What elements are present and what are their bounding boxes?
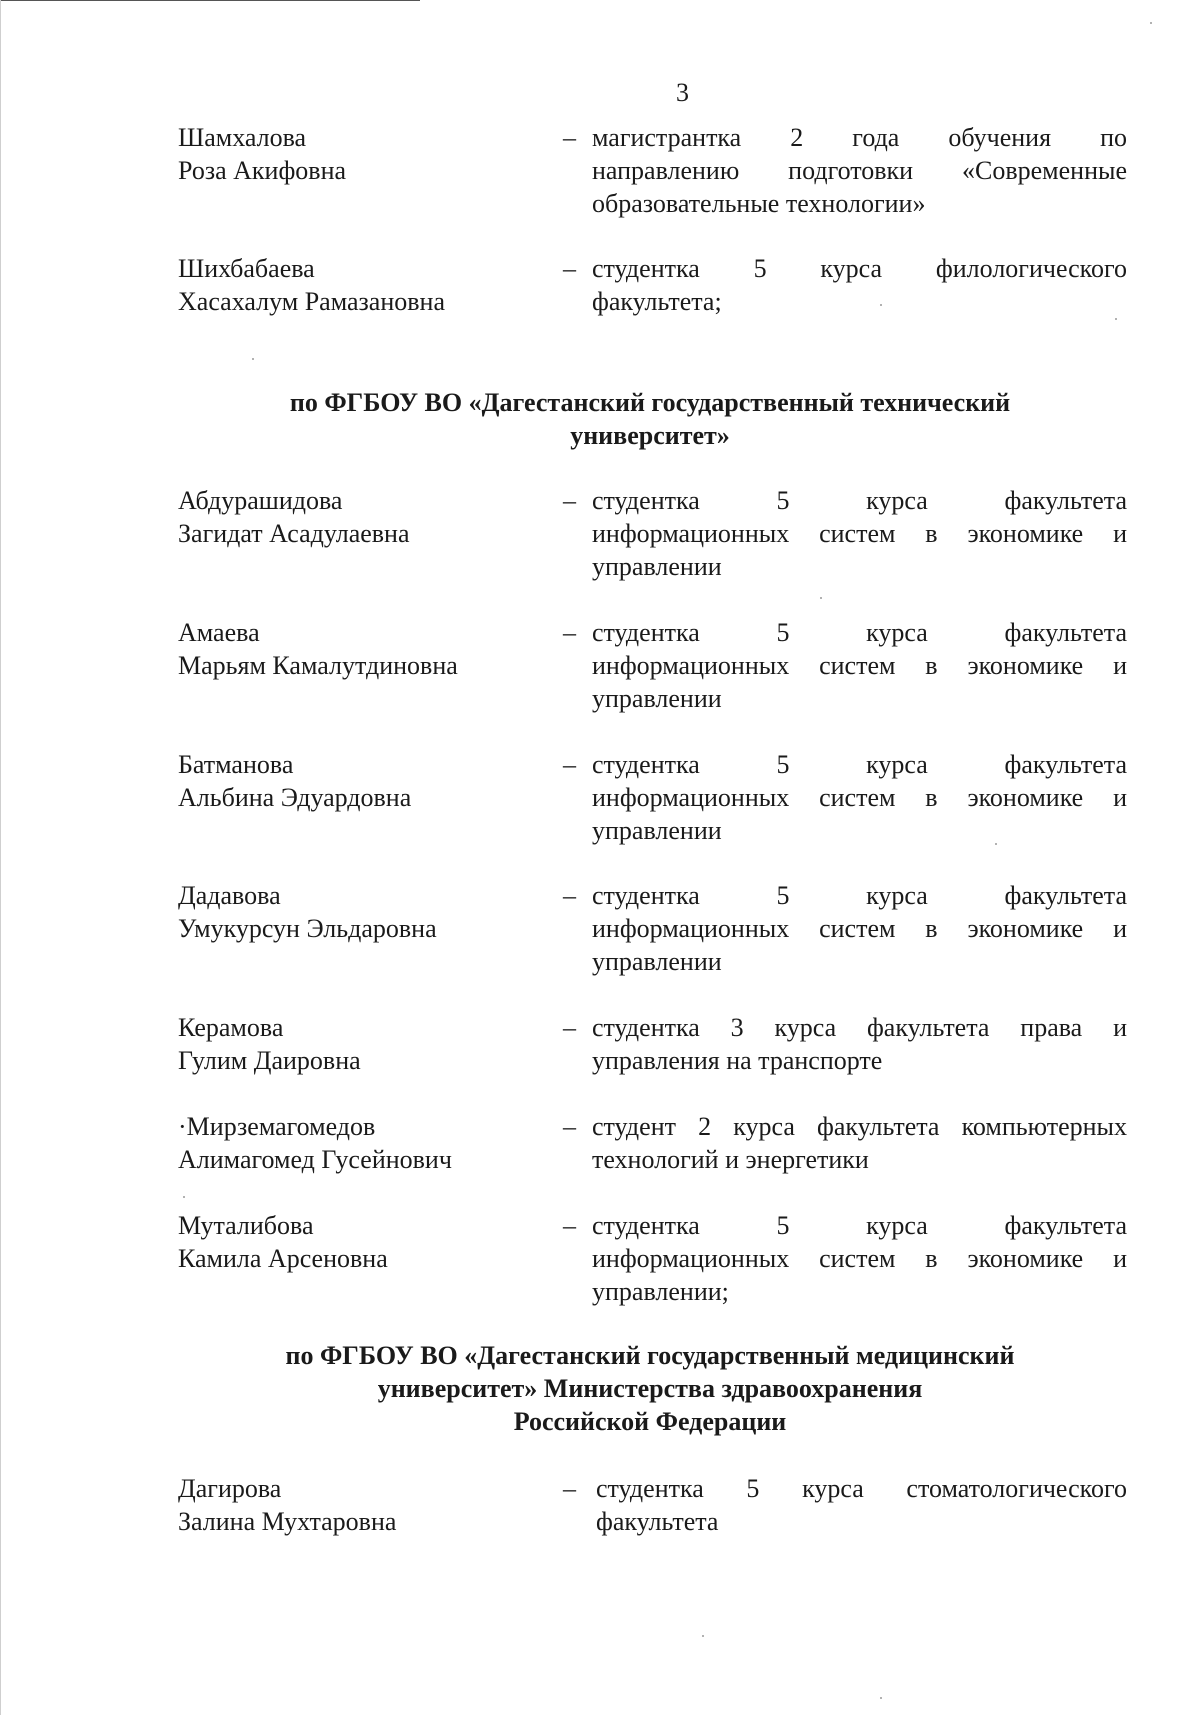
- person-name: [178, 484, 558, 550]
- scan-edge-top: [0, 0, 420, 1]
- description: студентка 5 курса филологического факультета;: [592, 254, 1127, 316]
- dash: –: [563, 123, 576, 152]
- person-name: [178, 748, 558, 814]
- description: студентка 5 курса факультета информационных систем в экономике и управлении: [592, 486, 1127, 581]
- person-name: [178, 1209, 558, 1275]
- surname: Дадавова: [178, 881, 281, 910]
- surname: Батманова: [178, 750, 294, 779]
- given-name: Алимагомед Гусейнович: [178, 1145, 452, 1174]
- given-name: Загидат Асадулаевна: [178, 519, 410, 548]
- dash: –: [563, 881, 576, 910]
- description: студентка 5 курса факультета информационных систем в экономике и управлении;: [592, 1211, 1127, 1306]
- description: магистрантка 2 года обучения по направлению подготовки «Современные образовательные технологии»: [592, 123, 1127, 218]
- dash: –: [563, 486, 576, 515]
- person-name: [178, 252, 558, 318]
- person-name: [178, 121, 558, 187]
- given-name: Залина Мухтаровна: [178, 1507, 397, 1536]
- dash: –: [563, 1112, 576, 1141]
- surname: Шамхалова: [178, 123, 307, 152]
- scan-speck: [880, 1697, 882, 1699]
- given-name: Марьям Камалутдиновна: [178, 651, 458, 680]
- surname: ·Мирземагомедов: [178, 1112, 376, 1141]
- given-name: Гулим Даировна: [178, 1046, 361, 1075]
- description: студент 2 курса факультета компьютерных технологий и энергетики: [592, 1112, 1127, 1174]
- dash: –: [563, 254, 576, 283]
- given-name: Хасахалум Рамазановна: [178, 287, 445, 316]
- description: студентка 3 курса факультета права и управления на транспорте: [592, 1013, 1127, 1075]
- surname: Дагирова: [178, 1474, 282, 1503]
- person-name: [178, 879, 558, 945]
- given-name: Умукурсун Эльдаровна: [178, 914, 437, 943]
- surname: Муталибова: [178, 1211, 314, 1240]
- scan-speck: [1115, 318, 1117, 320]
- surname: Амаева: [178, 618, 260, 647]
- scan-speck: [820, 597, 822, 599]
- scan-speck: [183, 1196, 185, 1198]
- scan-speck: [702, 1635, 704, 1637]
- dash: –: [563, 1211, 576, 1240]
- surname: Шихбабаева: [178, 254, 315, 283]
- given-name: Роза Акифовна: [178, 156, 347, 185]
- surname: Керамова: [178, 1013, 284, 1042]
- person-name: [178, 1011, 558, 1077]
- dash: –: [563, 750, 576, 779]
- scan-speck: [995, 843, 997, 845]
- section-heading: по ФГБОУ ВО «Дагестанский государственный технический университет»: [289, 388, 1011, 450]
- section-heading: по ФГБОУ ВО «Дагестанский государственный медицинский университет» Министерства здравоохранения Российской Федерации: [285, 1341, 1015, 1436]
- given-name: Альбина Эдуардовна: [178, 783, 412, 812]
- scan-edge-left: [0, 0, 1, 1715]
- dash: –: [563, 1474, 576, 1503]
- description: студентка 5 курса стоматологического факультета: [596, 1474, 1127, 1536]
- scan-speck: [252, 358, 254, 360]
- given-name: Камила Арсеновна: [178, 1244, 388, 1273]
- scan-speck: [1150, 22, 1152, 24]
- dash: –: [563, 1013, 576, 1042]
- scan-speck: [880, 304, 882, 306]
- description: студентка 5 курса факультета информационных систем в экономике и управлении: [592, 618, 1127, 713]
- dash: –: [563, 618, 576, 647]
- person-name: [178, 1110, 558, 1176]
- person-name: [178, 616, 558, 682]
- description: студентка 5 курса факультета информационных систем в экономике и управлении: [592, 881, 1127, 976]
- page-number: 3: [676, 78, 689, 107]
- person-name: [178, 1472, 558, 1538]
- description: студентка 5 курса факультета информационных систем в экономике и управлении: [592, 750, 1127, 845]
- surname: Абдурашидова: [178, 486, 343, 515]
